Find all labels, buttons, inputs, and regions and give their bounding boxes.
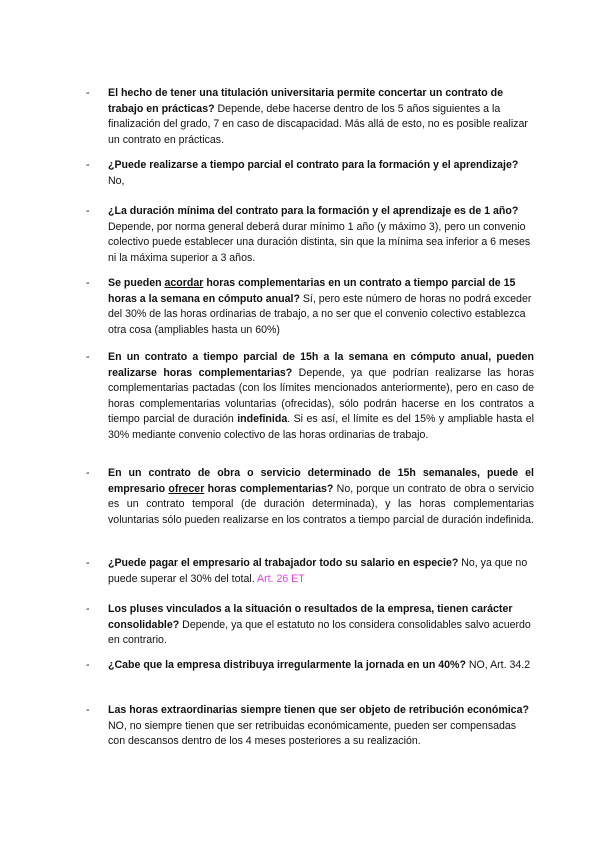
underlined-word: ofrecer	[168, 482, 205, 495]
answer-text: NO, no siempre tienen que ser retribuidas económicamente, pueden ser compensadas con descansos dentro de los 4 meses posteriores a su realización.	[108, 719, 517, 747]
list-item-text	[108, 86, 534, 148]
list-bullet: -	[86, 87, 90, 99]
list-item-text	[108, 350, 534, 443]
list-item-text	[108, 703, 534, 750]
list-item	[86, 204, 534, 266]
list-item	[86, 703, 534, 750]
list-item	[86, 658, 534, 674]
emphasized-word: indefinida	[237, 413, 288, 425]
list-item-text	[108, 556, 534, 587]
list-item	[86, 276, 534, 338]
list-bullet: -	[86, 659, 90, 671]
article-reference: Art. 26 ET	[257, 572, 305, 585]
list-item-text	[108, 466, 534, 528]
answer-text: Depende, ya que el estatuto no los considera consolidables salvo acuerdo en contrario.	[108, 618, 531, 646]
question-text: Los pluses vinculados a la situación o resultados de la empresa, tienen carácter consolidable?	[108, 603, 513, 631]
answer-text: No, ya que no puede superar el 30% del total.	[108, 557, 528, 585]
list-item-text	[108, 602, 534, 649]
list-item	[86, 86, 534, 148]
list-item-text	[108, 276, 534, 338]
list-bullet: -	[86, 351, 90, 363]
answer-text: Sí, pero este número de horas no podrá exceder del 30% de las horas ordinarias de trabajo, a no ser que el convenio colectivo establezca otra cosa (ampliables hasta un 60%)	[108, 292, 532, 336]
list-item-text	[108, 158, 534, 189]
question-text: ¿Puede realizarse a tiempo parcial el contrato para la formación y el aprendizaje?	[108, 159, 519, 171]
list-item-text	[108, 204, 534, 266]
answer-text-part: Depende, ya que podrían realizarse las horas complementarias pactadas (con los límites mencionados anteriormente), pero en caso de horas complementarias voluntarias (ofrecidas), sólo podrán hacerse en los contratos a tiempo parcial de duración	[108, 366, 535, 425]
answer-text: NO, Art. 34.2	[465, 659, 531, 671]
answer-text: No,	[108, 174, 125, 187]
list-bullet: -	[86, 557, 90, 569]
question-text-part: horas complementarias?	[204, 482, 334, 495]
list-bullet: -	[86, 467, 90, 479]
list-item	[86, 556, 534, 587]
list-item-text	[108, 658, 534, 674]
question-text: ¿La duración mínima del contrato para la formación y el aprendizaje es de 1 año?	[108, 205, 519, 217]
list-item	[86, 158, 534, 189]
question-text-part: Se pueden	[108, 277, 165, 289]
list-bullet: -	[86, 277, 90, 289]
question-text: El hecho de tener una titulación universitaria permite concertar un contrato de trabajo en prácticas?	[108, 87, 503, 115]
question-text: Las horas extraordinarias siempre tienen que ser objeto de retribución económica?	[108, 704, 529, 716]
underlined-word: acordar	[164, 277, 204, 289]
list-item	[86, 350, 534, 443]
question-text: ¿Puede pagar el empresario al trabajador todo su salario en especie?	[108, 557, 459, 569]
list-item	[86, 466, 534, 528]
question-text-part: horas complementarias en un contrato a tiempo parcial de 15 horas a la semana en cómputo anual?	[108, 277, 516, 305]
list-bullet: -	[86, 704, 90, 716]
answer-text-part: . Si es así, el límite es del 15% y ampliable hasta el 30% mediante convenio colectivo de las horas ordinarias de trabajo.	[108, 413, 534, 441]
answer-text: Depende, por norma general deberá durar mínimo 1 año (y máximo 3), pero un convenio colectivo puede establecer una duración distinta, sin que la mínima sea inferior a 6 meses ni la máxima superior a 3 años.	[108, 220, 531, 264]
question-text: En un contrato a tiempo parcial de 15h a la semana en cómputo anual, pueden realizarse horas complementarias?	[108, 351, 534, 379]
question-text: ¿Cabe que la empresa distribuya irregularmente la jornada en un 40%?	[108, 659, 466, 671]
answer-text: Depende, debe hacerse dentro de los 5 años siguientes a la finalización del grado, 7 en caso de discapacidad. Más allá de esto, no es posible realizar un contrato en prácticas.	[108, 102, 528, 146]
list-bullet: -	[86, 205, 90, 217]
list-bullet: -	[86, 159, 90, 171]
list-item	[86, 602, 534, 649]
answer-text: No, porque un contrato de obra o servicio es un contrato temporal (de duración determinada), y las horas complementarias voluntarias sólo pueden realizarse en los contratos a tiempo parcial de duración indefinida.	[108, 482, 534, 526]
question-text-part: En un contrato de obra o servicio determinado de 15h semanales, puede el empresario	[108, 467, 534, 495]
list-bullet: -	[86, 603, 90, 615]
